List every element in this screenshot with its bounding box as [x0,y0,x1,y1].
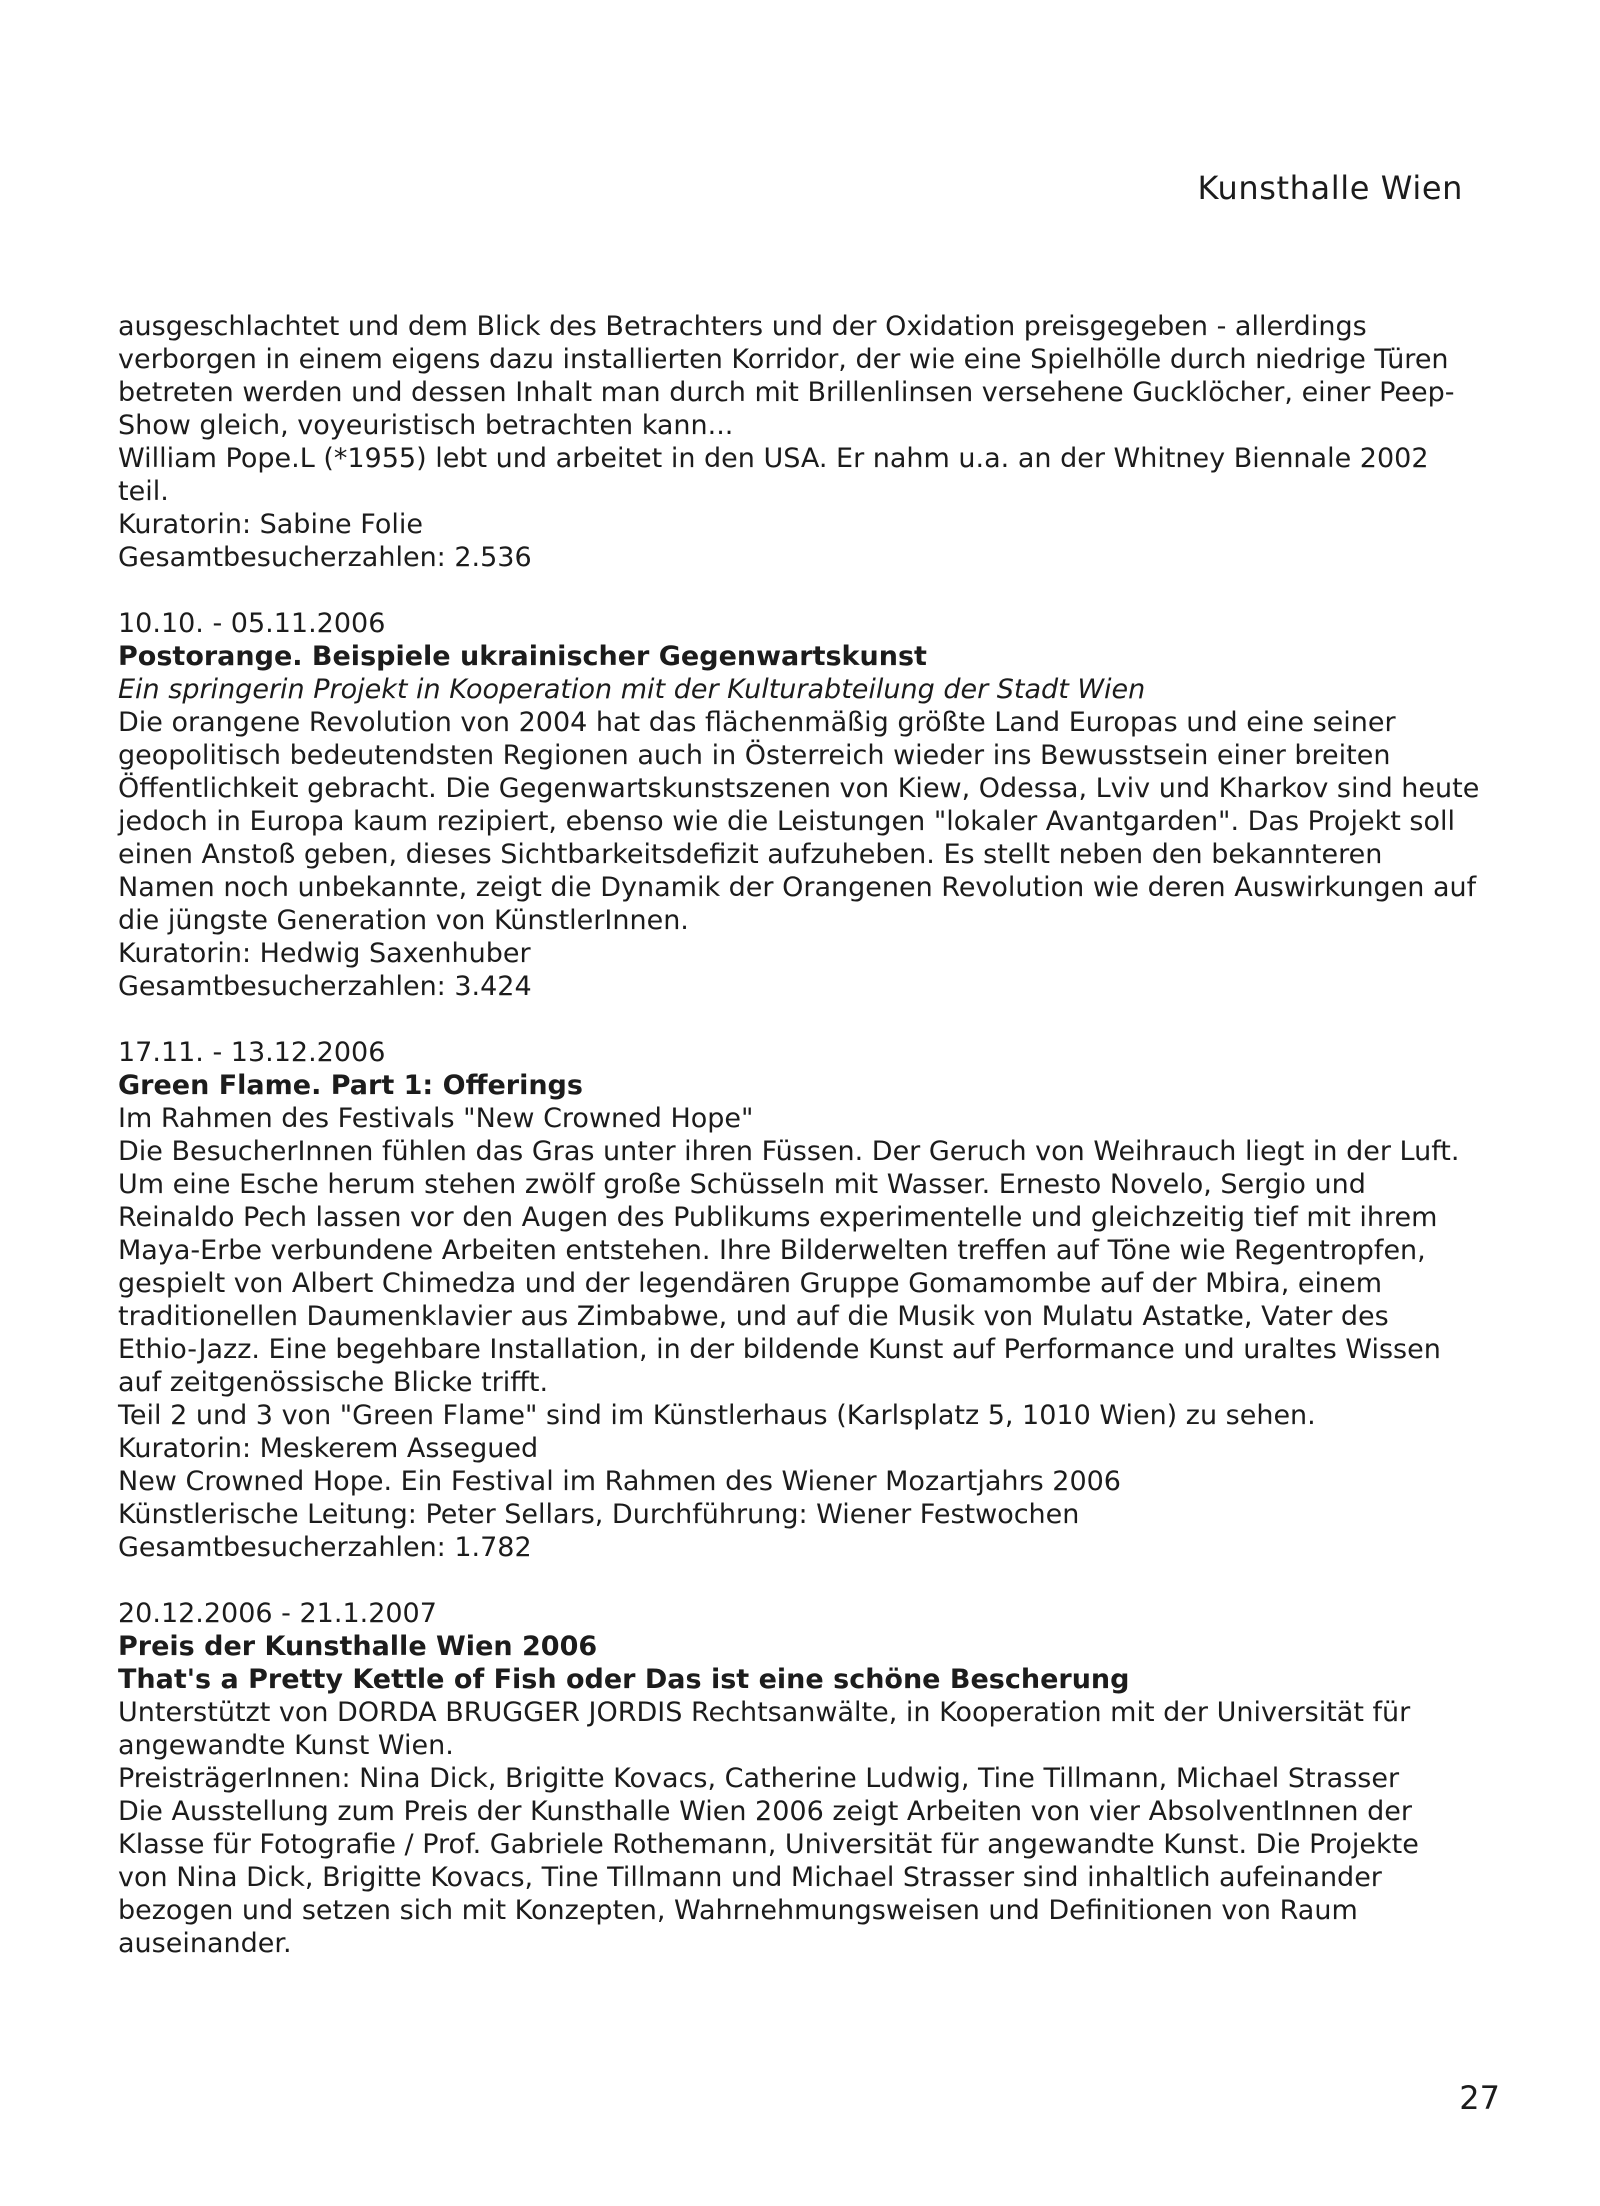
text-line: von Nina Dick, Brigitte Kovacs, Tine Tillmann und Michael Strasser sind inhaltlich aufeinander [118,1862,1382,1893]
document-body [118,310,1538,1960]
exhibition-subtitle: Ein springerin Projekt in Kooperation mit der Kulturabteilung der Stadt Wien [118,674,1146,705]
text-line: PreisträgerInnen: Nina Dick, Brigitte Kovacs, Catherine Ludwig, Tine Tillmann, Michael Strasser [118,1763,1400,1794]
visitor-count-line: Gesamtbesucherzahlen: 2.536 [118,542,532,573]
exhibition-title: Preis der Kunsthalle Wien 2006 [118,1631,598,1662]
text-line: Um eine Esche herum stehen zwölf große Schüsseln mit Wasser. Ernesto Novelo, Sergio und [118,1169,1366,1200]
exhibition-date: 20.12.2006 - 21.1.2007 [118,1598,437,1629]
text-line: Show gleich, voyeuristisch betrachten kann... [118,410,734,441]
text-line: geopolitisch bedeutendsten Regionen auch in Österreich wieder ins Bewusstsein einer breiten [118,740,1391,771]
exhibition-entry-postorange [118,607,1538,1003]
text-line: die jüngste Generation von KünstlerInnen. [118,905,689,936]
text-line: Teil 2 und 3 von "Green Flame" sind im Künstlerhaus (Karlsplatz 5, 1010 Wien) zu sehen. [118,1400,1316,1431]
exhibition-title-secondary: That's a Pretty Kettle of Fish oder Das ist eine schöne Bescherung [118,1664,1130,1695]
text-line: Im Rahmen des Festivals "New Crowned Hope" [118,1103,754,1134]
text-line: Künstlerische Leitung: Peter Sellars, Durchführung: Wiener Festwochen [118,1499,1080,1530]
text-line: Klasse für Fotografie / Prof. Gabriele Rothemann, Universität für angewandte Kunst. Die Projekte [118,1829,1419,1860]
exhibition-title: Green Flame. Part 1: Offerings [118,1070,583,1101]
text-line: Maya-Erbe verbundene Arbeiten entstehen. Ihre Bilderwelten treffen auf Töne wie Regentropfen, [118,1235,1426,1266]
page-number: 27 [1459,2079,1500,2117]
text-line: auf zeitgenössische Blicke trifft. [118,1367,549,1398]
text-line: verborgen in einem eigens dazu installierten Korridor, der wie eine Spielhölle durch niedrige Türen [118,344,1449,375]
text-line: New Crowned Hope. Ein Festival im Rahmen des Wiener Mozartjahrs 2006 [118,1466,1121,1497]
continuation-text [118,310,1538,574]
text-line: teil. [118,476,169,507]
text-line: William Pope.L (*1955) lebt und arbeitet in den USA. Er nahm u.a. an der Whitney Biennale 2002 [118,443,1429,474]
exhibition-entry-preis [118,1597,1538,1960]
page-header-title: Kunsthalle Wien [1197,169,1463,207]
text-line: traditionellen Daumenklavier aus Zimbabwe, und auf die Musik von Mulatu Astatke, Vater des [118,1301,1389,1332]
exhibition-date: 10.10. - 05.11.2006 [118,608,386,639]
text-line: Die Ausstellung zum Preis der Kunsthalle Wien 2006 zeigt Arbeiten von vier AbsolventInnen der [118,1796,1412,1827]
visitor-count-line: Gesamtbesucherzahlen: 1.782 [118,1532,532,1563]
text-line: auseinander. [118,1928,292,1959]
curator-line: Kuratorin: Sabine Folie [118,509,423,540]
text-line: bezogen und setzen sich mit Konzepten, Wahrnehmungsweisen und Definitionen von Raum [118,1895,1358,1926]
exhibition-date: 17.11. - 13.12.2006 [118,1037,386,1068]
text-line: Ethio-Jazz. Eine begehbare Installation, in der bildende Kunst auf Performance und uraltes Wissen [118,1334,1441,1365]
text-line: jedoch in Europa kaum rezipiert, ebenso wie die Leistungen "lokaler Avantgarden". Das Projekt soll [118,806,1455,837]
text-line: Unterstützt von DORDA BRUGGER JORDIS Rechtsanwälte, in Kooperation mit der Universität für [118,1697,1411,1728]
text-line: ausgeschlachtet und dem Blick des Betrachters und der Oxidation preisgegeben - allerdings [118,311,1367,342]
visitor-count-line: Gesamtbesucherzahlen: 3.424 [118,971,532,1002]
text-line: betreten werden und dessen Inhalt man durch mit Brillenlinsen versehene Gucklöcher, einer Peep- [118,377,1455,408]
exhibition-title: Postorange. Beispiele ukrainischer Gegenwartskunst [118,641,927,672]
curator-line: Kuratorin: Meskerem Assegued [118,1433,539,1464]
exhibition-entry-green-flame [118,1036,1538,1564]
curator-line: Kuratorin: Hedwig Saxenhuber [118,938,531,969]
text-line: Die orangene Revolution von 2004 hat das flächenmäßig größte Land Europas und eine seiner [118,707,1396,738]
text-line: einen Anstoß geben, dieses Sichtbarkeitsdefizit aufzuheben. Es stellt neben den bekannteren [118,839,1383,870]
text-line: angewandte Kunst Wien. [118,1730,454,1761]
text-line: Öffentlichkeit gebracht. Die Gegenwartskunstszenen von Kiew, Odessa, Lviv und Kharkov sind heute [118,773,1480,804]
text-line: Die BesucherInnen fühlen das Gras unter ihren Füssen. Der Geruch von Weihrauch liegt in der Luft. [118,1136,1460,1167]
text-line: Namen noch unbekannte, zeigt die Dynamik der Orangenen Revolution wie deren Auswirkungen auf [118,872,1477,903]
text-line: Reinaldo Pech lassen vor den Augen des Publikums experimentelle und gleichzeitig tief mit ihrem [118,1202,1438,1233]
text-line: gespielt von Albert Chimedza und der legendären Gruppe Gomamombe auf der Mbira, einem [118,1268,1383,1299]
